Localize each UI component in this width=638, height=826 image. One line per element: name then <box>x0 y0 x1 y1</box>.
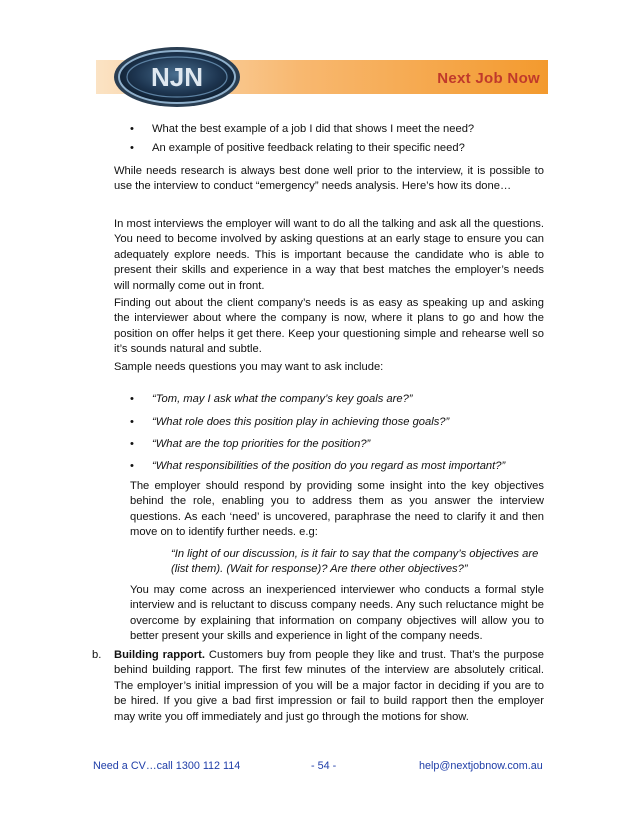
list-item-text: “Tom, may I ask what the company’s key goals are?” <box>152 393 413 405</box>
list-item-text: What the best example of a job I did that shows I meet the need? <box>152 123 475 135</box>
footer-contact: Need a CV…call 1300 112 114 <box>93 760 241 772</box>
list-item-text: “What responsibilities of the position do you regard as most important?” <box>152 460 506 472</box>
bullet-dot: • <box>130 438 134 450</box>
section-heading: Building rapport. <box>114 649 205 661</box>
bullet-dot: • <box>130 460 134 472</box>
paragraph: In most interviews the employer will want to do all the talking and ask all the questions. You need to become involved by asking questions at an early stage to ensure you can adequately explore needs. This is important because the candidate who is able to present their skills and experience in a way that best matches the employer’s needs will normally come out in front. <box>114 218 544 292</box>
section-marker: b. <box>92 649 102 661</box>
paragraph: The employer should respond by providing some insight into the key objectives behind the role, enabling you to address them as you answer the interview questions. As each ‘need’ is uncovered, paraphrase the need to clarify it and then move on to identify further needs. e.g: <box>130 480 544 539</box>
section-text: Customers buy from people they like and trust. That’s the purpose behind building rapport. The first few minutes of the interview are absolutely critical. The employer’s initial impression of you will be a major factor in deciding if you are to be hired. If you give a bad first impression or fail to build rapport then the employer may write you off immediately and just go through the motions for show. <box>114 649 544 723</box>
bullet-dot: • <box>130 393 134 405</box>
paragraph: You may come across an inexperienced interviewer who conducts a formal style interview and is reluctant to discuss company needs. Any such reluctance might be overcome by explaining that information on company objectives will allow you to better present your skills and experience in light of the company needs. <box>130 584 544 643</box>
paragraph: Sample needs questions you may want to ask include: <box>114 361 384 373</box>
bullet-dot: • <box>130 416 134 428</box>
list-item-text: “What are the top priorities for the position?” <box>152 438 371 450</box>
list-item-text: An example of positive feedback relating to their specific need? <box>152 142 465 154</box>
bullet-dot: • <box>130 123 134 135</box>
example-quote: “In light of our discussion, is it fair to say that the company’s objectives are (list them). (Wait for response)? Are there other objectives?” <box>171 548 539 576</box>
footer-email: help@nextjobnow.com.au <box>419 760 543 772</box>
paragraph: While needs research is always best done well prior to the interview, it is possible to use the interview to conduct “emergency” needs analysis. Here’s how its done… <box>114 165 544 193</box>
section-b-paragraph <box>114 648 544 725</box>
page-number: - 54 - <box>311 760 337 772</box>
logo-text: NJN <box>150 62 204 92</box>
banner-title: Next Job Now <box>437 70 540 87</box>
bullet-dot: • <box>130 142 134 154</box>
list-item-text: “What role does this position play in achieving those goals?” <box>152 416 450 428</box>
paragraph: Finding out about the client company’s needs is as easy as speaking up and asking the interviewer about where the company is now, where it plans to go and how the position on offer helps it get there. Keep your questioning simple and rehearse well so it’s sounds natural and subtle. <box>114 297 544 356</box>
